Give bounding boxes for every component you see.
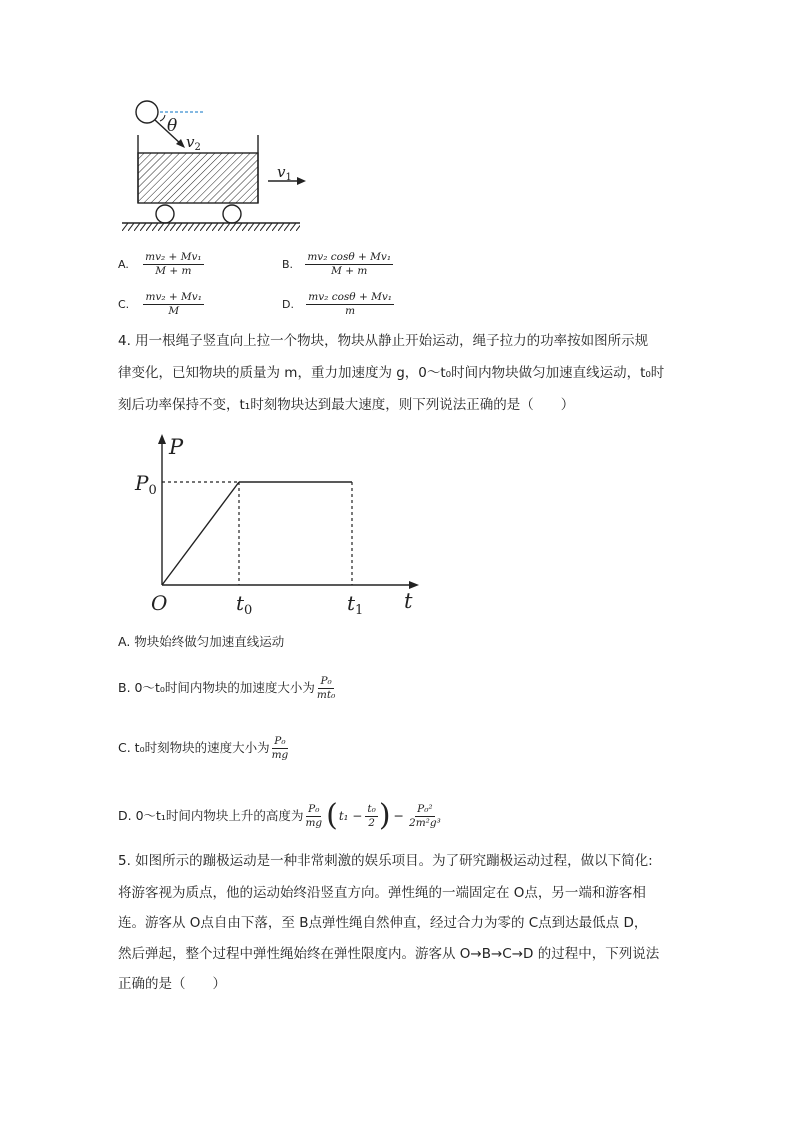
q4-option-d: D. 0～t₁时间内物块上升的高度为 $\frac{\text{P₀}}{mg}$ ( t₁ − $\frac{\text{t₀}}{2}$ ) − $\frac{\text{P₀²}}{\text{2m²g³}}$ bbox=[118, 798, 441, 833]
ball bbox=[136, 101, 158, 123]
q3-option-b: B. $\frac{\text{mv₂ cosθ + Mv₁}}{M + m}$ bbox=[282, 250, 392, 277]
cart-wheel-right bbox=[223, 205, 241, 223]
q4-line-3: 刻后功率保持不变，t₁时刻物块达到最大速度，则下列说法正确的是（ ） bbox=[118, 397, 575, 413]
ground-hatch bbox=[122, 223, 300, 231]
cart-load bbox=[138, 153, 258, 203]
q4-line-2: 律变化，已知物块的质量为 m，重力加速度为 g，0～t₀时间内物块做匀加速直线运动，t₀时 bbox=[118, 365, 665, 381]
x-axis-arrowhead bbox=[409, 581, 419, 589]
cart-wheel-left bbox=[156, 205, 174, 223]
cart-figure bbox=[110, 95, 320, 240]
power-ramp bbox=[162, 482, 239, 585]
v2-label: $v_2$ bbox=[186, 133, 201, 153]
t1-label: $t_1$ bbox=[347, 591, 364, 618]
q5-line-5: 正确的是（ ） bbox=[118, 976, 226, 992]
power-time-graph bbox=[125, 430, 425, 620]
theta-arc bbox=[160, 115, 165, 121]
v1-arrowhead bbox=[297, 177, 306, 185]
q4-line-1: 4. 用一根绳子竖直向上拉一个物块，物块从静止开始运动，绳子拉力的功率按如图所示规 bbox=[118, 333, 649, 349]
t0-label: $t_0$ bbox=[236, 591, 253, 618]
q4-option-a: A. 物块始终做匀加速直线运动 bbox=[118, 634, 285, 649]
q4-option-b: B. 0～t₀时间内物块的加速度大小为 $\frac{\text{P₀}}{\text{mt₀}}$ bbox=[118, 674, 336, 701]
q3-option-a: A. $\frac{\text{mv₂ + Mv₁}}{M + m}$ bbox=[118, 250, 202, 277]
q5-line-1: 5. 如图所示的蹦极运动是一种非常刺激的娱乐项目。为了研究蹦极运动过程，做以下简化: bbox=[118, 853, 653, 869]
y-axis-arrowhead bbox=[158, 434, 166, 444]
origin-label: O bbox=[151, 591, 168, 615]
q5-line-3: 连。游客从 O点自由下落，至 B点弹性绳自然伸直，经过合力为零的 C点到达最低点 D， bbox=[118, 915, 648, 931]
q4-option-c: C. t₀时刻物块的速度大小为 $\frac{\text{P₀}}{mg}$ bbox=[118, 734, 289, 761]
x-axis-label: t bbox=[404, 589, 413, 613]
q3-option-c: C. $\frac{\text{mv₂ + Mv₁}}{M}$ bbox=[118, 290, 202, 317]
q3-option-d: D. $\frac{\text{mv₂ cosθ + Mv₁}}{m}$ bbox=[282, 290, 392, 317]
v1-label: $v_1$ bbox=[277, 163, 292, 183]
q5-line-2: 将游客视为质点，他的运动始终沿竖直方向。弹性绳的一端固定在 O点，另一端和游客相 bbox=[118, 885, 646, 901]
y-axis-label: P bbox=[169, 435, 184, 459]
q5-line-4: 然后弹起，整个过程中弹性绳始终在弹性限度内。游客从 O→B→C→D 的过程中，下列说法 bbox=[118, 946, 660, 962]
theta-label: θ bbox=[167, 116, 178, 136]
p0-label: $P_0$ bbox=[135, 471, 157, 498]
